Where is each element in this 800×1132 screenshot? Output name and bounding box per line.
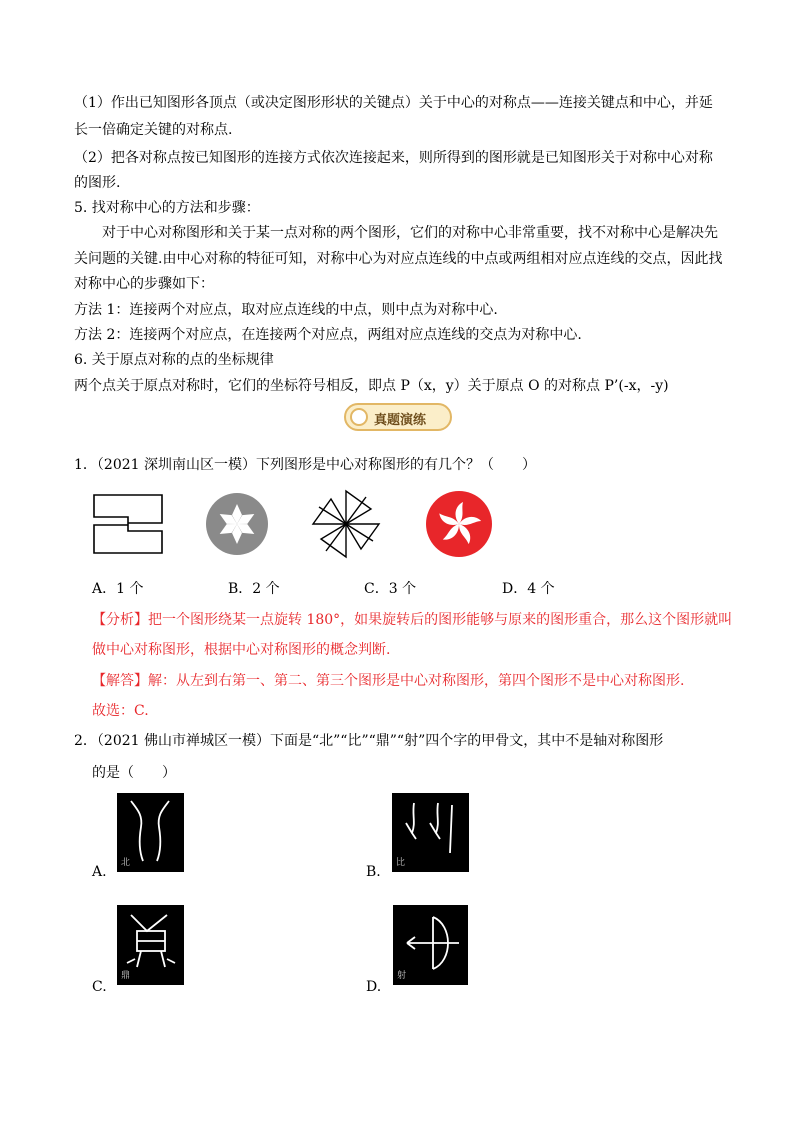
paragraph-center-line3: 对称中心的步骤如下： <box>74 276 214 292</box>
question-2-option-b[interactable]: B. <box>366 864 381 880</box>
method-1: 方法 1：连接两个对应点，取对应点连线的中点，则中点为对称中心. <box>74 302 498 318</box>
question-2-option-a[interactable]: A. <box>92 864 107 880</box>
paragraph-origin-rule: 两个点关于原点对称时，它们的坐标符号相反，即点 P（x，y）关于原点 O 的对称点 P’(-x，-y) <box>74 378 669 394</box>
oracle-she-caption: 射 <box>397 971 407 981</box>
method-2: 方法 2：连接两个对应点，在连接两个对应点，两组对应点连线的交点为对称中心. <box>74 327 582 343</box>
oracle-bei-caption: 北 <box>121 858 131 868</box>
figure-bauhinia-flag-icon <box>424 489 494 559</box>
question-1-option-a[interactable]: A．1 个 <box>92 581 144 597</box>
question-1-analysis-line1: 【分析】把一个图形绕某一点旋转 180°，如果旋转后的图形能够与原来的图形重合，那么这个图形就叫 <box>92 612 733 628</box>
figure-flower-circle-icon <box>204 491 270 557</box>
badge-circle-icon <box>350 408 368 426</box>
question-2-stem-line1: 2．（2021 佛山市禅城区一模）下面是“北”“比”“鼎”“射”四个字的甲骨文，其中不是轴对称图形 <box>74 733 664 749</box>
paragraph-step1-line1: （1）作出已知图形各顶点（或决定图形形状的关键点）关于中心的对称点——连接关键点和中心，并延 <box>74 95 713 111</box>
question-2-option-d[interactable]: D. <box>366 979 382 995</box>
heading-section-6: 6. 关于原点对称的点的坐标规律 <box>74 352 274 368</box>
oracle-bi-image <box>392 793 469 872</box>
question-1-analysis-line2: 做中心对称图形，根据中心对称图形的概念判断. <box>92 642 391 658</box>
oracle-ding-image <box>117 905 184 985</box>
question-2-stem-line2: 的是（ ） <box>92 765 176 781</box>
section-badge <box>344 403 452 431</box>
question-1-option-d[interactable]: D．4 个 <box>502 581 555 597</box>
question-1-choice: 故选：C. <box>92 703 149 719</box>
question-1-stem: 1．（2021 深圳南山区一模）下列图形是中心对称图形的有几个？（ ） <box>74 457 536 473</box>
figure-pinwheel-icon <box>311 489 381 559</box>
paragraph-center-line2: 关问题的关键.由中心对称的特征可知，对称中心为对应点连线的中点或两组相对应点连线的交点，因此找 <box>74 251 723 267</box>
question-2-option-c[interactable]: C. <box>92 979 107 995</box>
question-1-answer: 【解答】解：从左到右第一、第二、第三个图形是中心对称图形，第四个图形不是中心对称图形. <box>92 673 685 689</box>
oracle-bi-caption: 比 <box>396 858 406 868</box>
heading-section-5: 5. 找对称中心的方法和步骤： <box>74 200 260 216</box>
paragraph-step2-line1: （2）把各对称点按已知图形的连接方式依次连接起来，则所得到的图形就是已知图形关于对称中心对称 <box>74 150 713 166</box>
oracle-bei-image <box>117 793 184 872</box>
figure-notched-rectangle-icon <box>92 493 164 555</box>
paragraph-step2-line2: 的图形. <box>74 175 121 191</box>
oracle-she-image <box>393 905 468 985</box>
question-1-option-b[interactable]: B．2 个 <box>228 581 280 597</box>
paragraph-step1-line2: 长一倍确定关键的对称点. <box>74 122 233 138</box>
oracle-ding-caption: 鼎 <box>121 971 131 981</box>
question-1-option-c[interactable]: C．3 个 <box>364 581 417 597</box>
paragraph-center-line1: 对于中心对称图形和关于某一点对称的两个图形，它们的对称中心非常重要，找不对称中心是解决先 <box>102 225 718 241</box>
badge-label: 真题演练 <box>374 413 427 428</box>
